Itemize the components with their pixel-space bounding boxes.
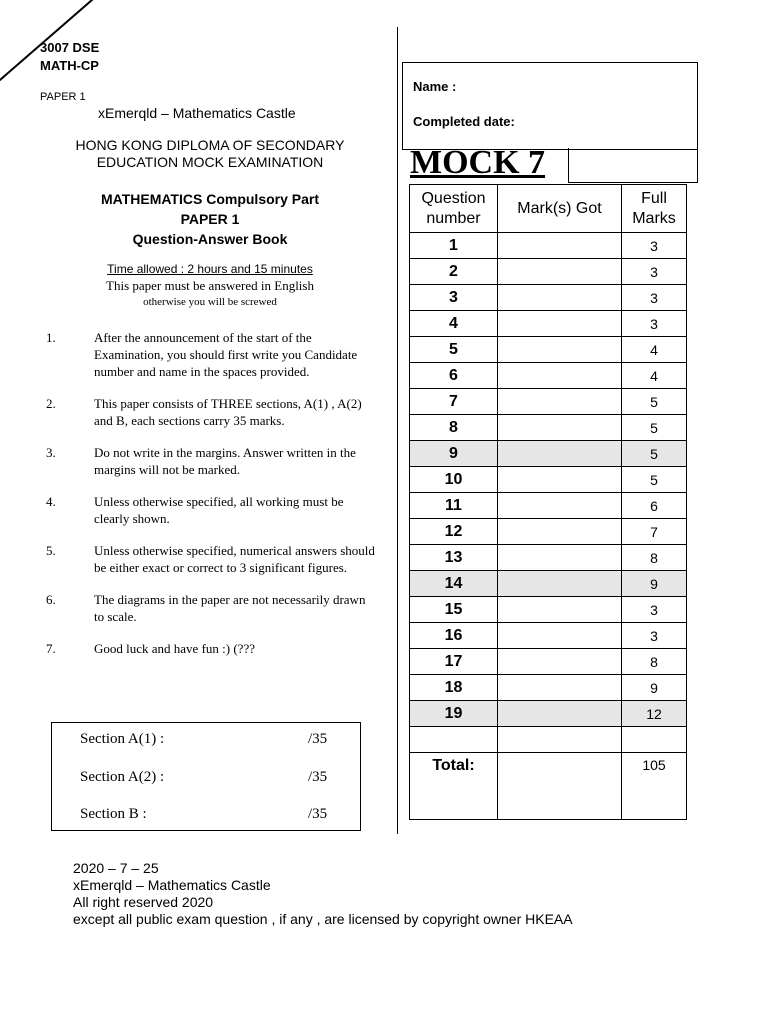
subject-line2: PAPER 1 — [180, 211, 240, 227]
blank-cell — [410, 727, 498, 753]
paper-code-line1: 3007 DSE — [40, 40, 100, 55]
full-marks-cell: 5 — [622, 415, 687, 441]
header-marks-got: Mark(s) Got — [498, 185, 622, 233]
table-row — [410, 701, 687, 727]
marks-got-cell[interactable] — [498, 337, 622, 363]
question-number-cell: 4 — [410, 311, 498, 337]
question-number-cell: 15 — [410, 597, 498, 623]
question-number-cell: 14 — [410, 571, 498, 597]
instruction-number: 4. — [46, 494, 56, 509]
author-header: xEmerqld – Mathematics Castle — [98, 105, 296, 121]
table-row — [410, 519, 687, 545]
full-marks-cell: 8 — [622, 649, 687, 675]
section-score-box — [51, 722, 361, 831]
table-row — [410, 415, 687, 441]
instruction-item — [46, 591, 376, 625]
marks-table — [409, 184, 687, 820]
instruction-number: 5. — [46, 543, 56, 558]
header-question-number: Question number — [410, 185, 498, 233]
mock-number-box — [568, 148, 698, 183]
marks-got-cell[interactable] — [498, 649, 622, 675]
question-number-cell: 13 — [410, 545, 498, 571]
marks-got-cell[interactable] — [498, 675, 622, 701]
instruction-text: Unless otherwise specified, numerical answers should be either exact or correct to 3 significant figures. — [94, 543, 375, 575]
instruction-item — [46, 542, 376, 576]
question-number-cell: 16 — [410, 623, 498, 649]
instruction-number: 1. — [46, 330, 56, 345]
subject-block — [40, 189, 380, 249]
marks-got-cell[interactable] — [498, 701, 622, 727]
instruction-item — [46, 640, 376, 657]
instruction-number: 7. — [46, 641, 56, 656]
instruction-number: 3. — [46, 445, 56, 460]
section-mark: /35 — [308, 731, 328, 747]
section-mark: /35 — [308, 769, 328, 785]
marks-got-cell[interactable] — [498, 623, 622, 649]
full-marks-cell: 8 — [622, 545, 687, 571]
blank-cell — [498, 727, 622, 753]
full-marks-cell: 3 — [622, 259, 687, 285]
footer-license: except all public exam question , if any , are licensed by copyright owner HKEAA — [73, 911, 573, 927]
table-header-row — [410, 185, 687, 233]
paper-tag: PAPER 1 — [40, 91, 86, 103]
question-number-cell: 7 — [410, 389, 498, 415]
section-mark: /35 — [308, 806, 328, 822]
question-number-cell: 8 — [410, 415, 498, 441]
instruction-number: 6. — [46, 592, 56, 607]
table-row — [410, 389, 687, 415]
language-note: This paper must be answered in English — [106, 278, 314, 293]
section-label: Section B : — [80, 806, 147, 822]
footer-date: 2020 – 7 – 25 — [73, 860, 159, 876]
full-marks-cell: 3 — [622, 233, 687, 259]
marks-got-cell[interactable] — [498, 259, 622, 285]
full-marks-cell: 4 — [622, 363, 687, 389]
section-label: Section A(2) : — [80, 769, 165, 785]
full-marks-cell: 7 — [622, 519, 687, 545]
section-label: Section A(1) : — [80, 731, 165, 747]
marks-got-cell[interactable] — [498, 233, 622, 259]
full-marks-cell: 3 — [622, 597, 687, 623]
instruction-text: Unless otherwise specified, all working must be clearly shown. — [94, 494, 344, 526]
full-marks-cell: 5 — [622, 441, 687, 467]
full-marks-cell: 3 — [622, 311, 687, 337]
table-row — [410, 493, 687, 519]
time-allowed: Time allowed : 2 hours and 15 minutes — [107, 262, 313, 276]
question-number-cell: 11 — [410, 493, 498, 519]
table-row — [410, 441, 687, 467]
table-row — [410, 571, 687, 597]
footer-author: xEmerqld – Mathematics Castle — [73, 877, 271, 893]
instruction-text: This paper consists of THREE sections, A(1) , A(2) and B, each sections carry 35 marks. — [94, 396, 362, 428]
question-number-cell: 19 — [410, 701, 498, 727]
table-row — [410, 285, 687, 311]
table-row — [410, 597, 687, 623]
instruction-text: After the announcement of the start of the Examination, you should first write you Candidate number and name in the spaces provided. — [94, 330, 358, 379]
question-number-cell: 18 — [410, 675, 498, 701]
instruction-text: Do not write in the margins. Answer written in the margins will not be marked. — [94, 445, 356, 477]
question-number-cell: 5 — [410, 337, 498, 363]
full-marks-cell: 6 — [622, 493, 687, 519]
total-label: Total: — [410, 753, 498, 820]
header-full-marks: Full Marks — [622, 185, 687, 233]
full-marks-cell: 3 — [622, 623, 687, 649]
section-row — [80, 769, 328, 786]
table-row — [410, 259, 687, 285]
marks-got-cell[interactable] — [498, 571, 622, 597]
question-number-cell: 12 — [410, 519, 498, 545]
instruction-item — [46, 329, 376, 380]
instruction-number: 2. — [46, 396, 56, 411]
table-row — [410, 545, 687, 571]
mock-title: MOCK 7 — [410, 144, 546, 181]
full-marks-cell: 4 — [622, 337, 687, 363]
marks-got-cell[interactable] — [498, 285, 622, 311]
instruction-item — [46, 444, 376, 478]
table-row — [410, 649, 687, 675]
full-marks-cell: 5 — [622, 467, 687, 493]
instruction-item — [46, 493, 376, 527]
question-number-cell: 1 — [410, 233, 498, 259]
instruction-item — [46, 395, 376, 429]
full-marks-cell: 5 — [622, 389, 687, 415]
marks-got-cell[interactable] — [498, 415, 622, 441]
subject-line1: MATHEMATICS Compulsory Part — [100, 191, 320, 207]
table-row-total — [410, 753, 687, 820]
section-row — [80, 731, 328, 748]
marks-got-cell[interactable] — [498, 545, 622, 571]
section-row — [80, 806, 328, 823]
exam-title-line2: EDUCATION MOCK EXAMINATION — [96, 154, 324, 170]
footer-rights: All right reserved 2020 — [73, 894, 214, 910]
table-row — [410, 311, 687, 337]
question-number-cell: 17 — [410, 649, 498, 675]
marks-got-cell[interactable] — [498, 311, 622, 337]
completed-date-label: Completed date: — [413, 114, 515, 129]
table-row — [410, 623, 687, 649]
marks-got-cell[interactable] — [498, 493, 622, 519]
marks-got-cell[interactable] — [498, 441, 622, 467]
full-marks-cell: 9 — [622, 675, 687, 701]
marks-got-cell[interactable] — [498, 363, 622, 389]
paper-code-line2: MATH-CP — [40, 58, 99, 73]
name-box — [402, 62, 698, 150]
marks-got-cell[interactable] — [498, 519, 622, 545]
blank-cell — [622, 727, 687, 753]
warning-note: otherwise you will be screwed — [143, 296, 277, 308]
full-marks-cell: 3 — [622, 285, 687, 311]
footer — [73, 860, 573, 928]
table-row — [410, 363, 687, 389]
total-full-marks: 105 — [622, 753, 687, 820]
instruction-text: The diagrams in the paper are not necessarily drawn to scale. — [94, 592, 366, 624]
question-number-cell: 10 — [410, 467, 498, 493]
exam-title — [40, 137, 380, 171]
table-row — [410, 675, 687, 701]
question-number-cell: 3 — [410, 285, 498, 311]
instructions-list — [46, 329, 376, 657]
table-row — [410, 467, 687, 493]
question-number-cell: 9 — [410, 441, 498, 467]
table-row-blank — [410, 727, 687, 753]
name-label: Name : — [413, 79, 457, 94]
vertical-divider — [397, 27, 398, 834]
table-row — [410, 337, 687, 363]
question-number-cell: 6 — [410, 363, 498, 389]
question-number-cell: 2 — [410, 259, 498, 285]
marks-got-cell[interactable] — [498, 597, 622, 623]
marks-got-cell[interactable] — [498, 467, 622, 493]
table-row — [410, 233, 687, 259]
exam-title-line1: HONG KONG DIPLOMA OF SECONDARY — [75, 137, 345, 153]
subject-line3: Question-Answer Book — [132, 231, 288, 247]
total-got-cell[interactable] — [498, 753, 622, 820]
full-marks-cell: 9 — [622, 571, 687, 597]
marks-got-cell[interactable] — [498, 389, 622, 415]
full-marks-cell: 12 — [622, 701, 687, 727]
instruction-text: Good luck and have fun :) (??? — [94, 641, 255, 656]
